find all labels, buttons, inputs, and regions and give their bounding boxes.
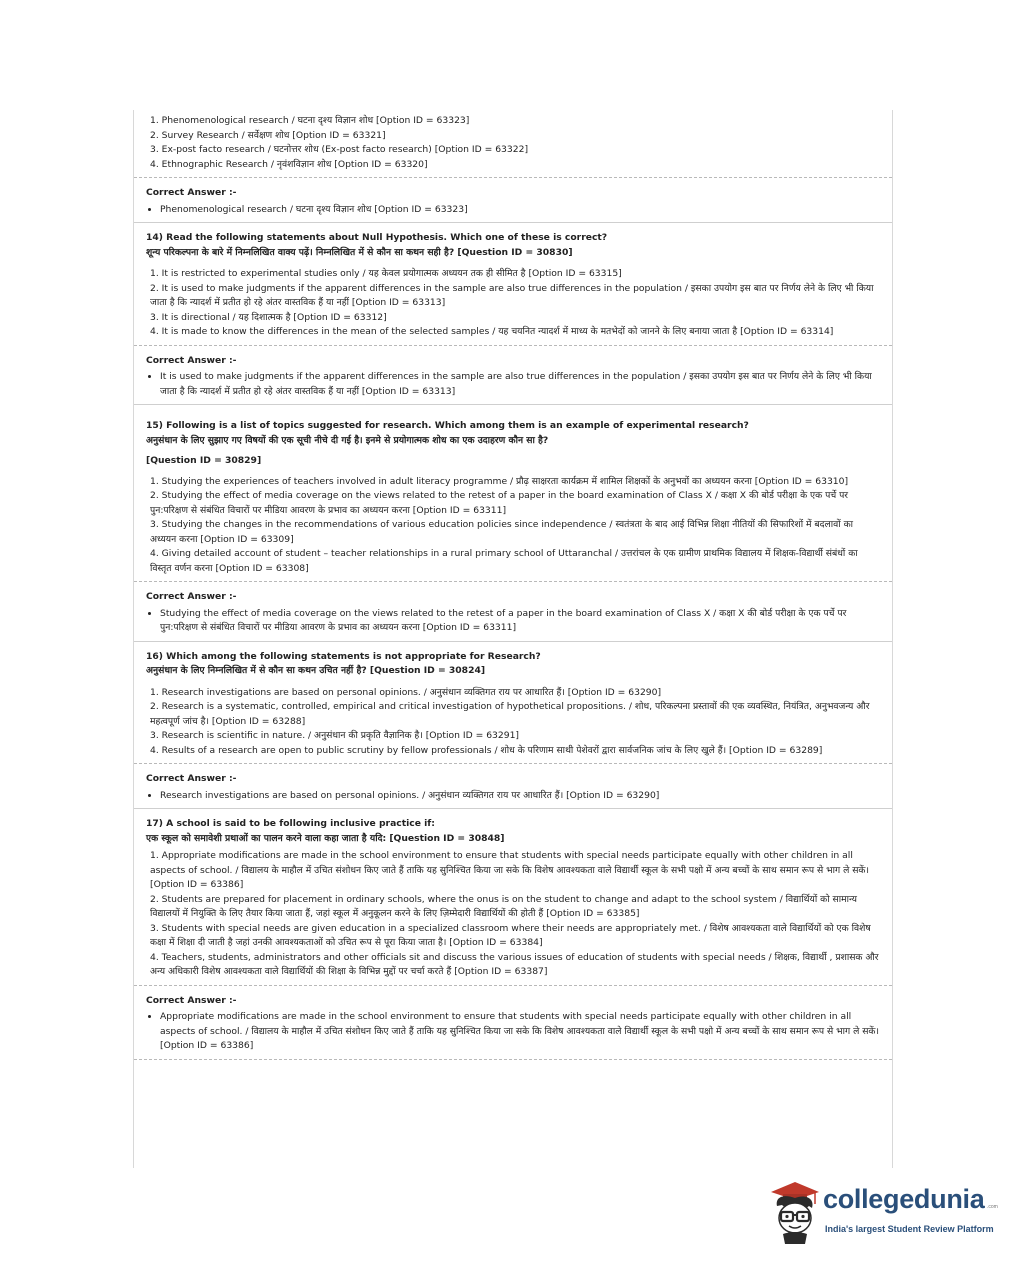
q17-block (146, 817, 880, 1054)
logo-tagline: India's largest Student Review Platform (825, 1224, 994, 1234)
q15-options (146, 475, 880, 577)
divider (134, 581, 892, 582)
q15-option-2: 2. Studying the effect of media coverage on the views related to the retest of a paper in the board examination of Class X / कक्षा X की बोर्ड परीक्षा के एक पर्चे पर पुन:परिक्षण से संबंधित विचारों पर मीडिया आवरण के प्रभाव का अध्ययन करना [Option ID = 63311] (150, 490, 849, 516)
q14-correct-answer-label: Correct Answer :- (146, 354, 237, 366)
q15-question-hi: अनुसंधान के लिए सुझाए गए विषयों की एक सूची नीचे दी गई है। इनमे से प्रयोगात्मक शोध का एक उदाहरण कौन सा है? (146, 434, 549, 446)
q15-correct-answer-label: Correct Answer :- (146, 591, 237, 602)
q16-option-2: 2. Research is a systematic, controlled, empirical and critical investigation of hypothetical propositions. / शोध, परिकल्पना प्रस्तावों की एक व्यवस्थित, नियंत्रित, अनुभवजन्य और महत्वपूर्ण जांच है। [Option ID = 63288] (150, 701, 870, 727)
q15-answer: • Studying the effect of media coverage on the views related to the retest of a paper in the board examination of Class X / कक्षा X की बोर्ड परीक्षा के एक पर्चे पर पुन:परिक्षण से संबंधित विचारों पर मीडिया आवरण के प्रभाव का अध्ययन करना [Option ID = 63311] (160, 607, 880, 636)
q15-option-1: 1. Studying the experiences of teachers involved in adult literacy programme / प्रौढ़ साक्षरता कार्यक्रम में शामिल शिक्षकों के अनुभवों का अध्ययन करना [Option ID = 63310] (150, 475, 849, 487)
divider (134, 985, 892, 986)
q13-option-2: 2. Survey Research / सर्वेक्षण शोध [Option ID = 63321] (150, 129, 386, 141)
divider (134, 345, 892, 346)
exam-sheet (133, 110, 893, 1168)
q13-answer: • Phenomenological research / घटना दृश्य विज्ञान शोध [Option ID = 63323] (160, 203, 880, 218)
q13-correct-answer-label: Correct Answer :- (146, 187, 237, 198)
q17-option-1: 1. Appropriate modifications are made in the school environment to ensure that students with special needs participate equally with other children in all aspects of school. / विद्यालय के माहौल में उचित संशोधन किए जाते हैं ताकि यह सुनिश्चित किया जा सके कि विशेष आवश्यकता वाले विद्यार्थी स्कूल के सभी पक्षो में अन्य बच्चों के साथ समान रूप से भाग ले सकें। [Option ID = 63386] (150, 850, 869, 890)
q17-question-hi: एक स्कूल को समावेशी प्रथाओं का पालन करने वाला कहा जाता है यदि: [Question ID = 30848] (146, 832, 505, 844)
q14-option-3: 3. It is directional / यह दिशात्मक है [Option ID = 63312] (150, 311, 387, 323)
q13-option-3: 3. Ex-post facto research / घटनोत्तर शोध (Ex-post facto research) [Option ID = 63322] (150, 144, 529, 155)
divider (134, 641, 892, 642)
divider (134, 222, 892, 223)
q16-options (146, 686, 880, 759)
q16-option-1: 1. Research investigations are based on personal opinions. / अनुसंधान व्यक्तिगत राय पर आधारित हैं। [Option ID = 63290] (150, 686, 662, 698)
q16-question-hi: अनुसंधान के लिए निम्नलिखित में से कौन सा कथन उचित नहीं है? [Question ID = 30824] (146, 665, 486, 676)
q17-option-4: 4. Teachers, students, administrators and other officials sit and discuss the various issues of education of students with special needs / शिक्षक, विद्यार्थी , प्रशासक और अन्य अधिकारी विशेष आवश्यकता वाले विद्यार्थियों की शिक्षा के विभिन्न मुद्दों पर चर्चा करते हैं [Option ID = 63387] (150, 951, 879, 977)
q15-block (146, 419, 880, 636)
q17-options (146, 849, 880, 980)
q15-question-en: 15) Following is a list of topics suggested for research. Which among them is an example of experimental research? (146, 420, 749, 431)
q16-block (146, 650, 880, 804)
q13-option-1: 1. Phenomenological research / घटना दृश्य विज्ञान शोध [Option ID = 63323] (150, 115, 470, 126)
q15-question-id: [Question ID = 30829] (146, 455, 262, 466)
q16-question-en: 16) Which among the following statements is not appropriate for Research? (146, 650, 541, 662)
student-mascot-icon (765, 1178, 821, 1248)
q15-option-3: 3. Studying the changes in the recommendations of various education policies since independence / स्वतंत्रता के बाद आई विभिन्न शिक्षा नीतियों की सिफारिशों में बदलावों का अध्ययन करना [Option ID = 63309] (150, 519, 854, 545)
divider (134, 177, 892, 178)
divider (134, 404, 892, 405)
divider (134, 763, 892, 764)
q17-answer-list (146, 1010, 880, 1054)
q16-answer-list (146, 789, 880, 804)
logo-domain-suffix: .com (987, 1204, 998, 1210)
divider (134, 1059, 892, 1060)
q17-option-3: 3. Students with special needs are given education in a specialized classroom where their needs are appropriately met. / विशेष आवश्यकता वाले विद्यार्थियों को एक विशेष कक्षा में शिक्षा दी जाती है जहां उनकी आवश्यकताओं को उचित रूप से पूरा किया जाता है। [Option ID = 63384] (150, 922, 871, 948)
q17-option-2: 2. Students are prepared for placement in ordinary schools, where the onus is on the student to change and adapt to the school system / विद्यार्थियों को सामान्य विद्यालयों में नियुक्ति के लिए तैयार किया जाता हैं, जहां स्कूल में अनुकूलन करने के लिए ज़िम्मेदारी विद्यार्थियों की होती हैं [Option ID = 63385] (150, 893, 858, 919)
q13-options (146, 114, 880, 172)
q14-answer: • It is used to make judgments if the apparent differences in the sample are also true differences in the population / इसका उपयोग इस बात पर निर्णय लेने के लिए भी किया जाता है कि न्यादर्श में प्रतीत हो रहे अंतर वास्तविक हैं या नहीं [Option ID = 63313] (160, 370, 880, 399)
q16-answer: • Research investigations are based on personal opinions. / अनुसंधान व्यक्तिगत राय पर आधारित हैं। [Option ID = 63290] (160, 789, 880, 804)
q14-option-4: 4. It is made to know the differences in the mean of the selected samples / यह चयनित न्यादर्श में माध्य के मतभेदों को जानने के लिए बनाया जाता है [Option ID = 63314] (150, 326, 834, 337)
q14-block (146, 231, 880, 399)
q14-question-hi: शून्य परिकल्पना के बारे में निम्नलिखित वाक्य पढ़ें। निम्नलिखित में से कौन सा कथन सही है? [Question ID = 30830] (146, 246, 573, 258)
divider (134, 808, 892, 809)
q13-answer-list (146, 203, 880, 218)
q16-correct-answer-label: Correct Answer :- (146, 773, 237, 784)
q16-option-3: 3. Research is scientific in nature. / अनुसंधान की प्रकृति वैज्ञानिक है। [Option ID = 63291] (150, 730, 520, 741)
q14-option-1: 1. It is restricted to experimental studies only / यह केवल प्रयोगात्मक अध्ययन तक ही सीमित है [Option ID = 63315] (150, 268, 622, 279)
q14-answer-list (146, 370, 880, 399)
q15-answer-list (146, 607, 880, 636)
q15-option-4: 4. Giving detailed account of student – teacher relationships in a rural primary school of Uttaranchal / उत्तरांचल के एक ग्रामीण प्राथमिक विद्यालय में शिक्षक-विद्यार्थी संबंधों का विस्तृत वर्णन करना [Option ID = 63308] (150, 548, 858, 574)
collegedunia-logo (765, 1178, 1000, 1250)
q14-options (146, 267, 880, 340)
q16-option-4: 4. Results of a research are open to public scrutiny by fellow professionals / शोध के परिणाम साथी पेशेवरों द्वारा सार्वजनिक जांच के लिए खुले हैं। [Option ID = 63289] (150, 744, 823, 756)
q17-answer: • Appropriate modifications are made in the school environment to ensure that students with special needs participate equally with other children in all aspects of school. / विद्यालय के माहौल में उचित संशोधन किए जाते हैं ताकि यह सुनिश्चित किया जा सके कि विशेष आवश्यकता वाले विद्यार्थी स्कूल के सभी पक्षो में अन्य बच्चों के साथ समान रूप से भाग ले सकें। [Option ID = 63386] (160, 1010, 880, 1054)
q13-option-4: 4. Ethnographic Research / नृवंशविज्ञान शोध [Option ID = 63320] (150, 158, 428, 170)
q14-question-en: 14) Read the following statements about Null Hypothesis. Which one of these is correct? (146, 232, 608, 243)
q17-question-en: 17) A school is said to be following inclusive practice if: (146, 818, 435, 829)
q17-correct-answer-label: Correct Answer :- (146, 994, 237, 1006)
q14-option-2: 2. It is used to make judgments if the apparent differences in the sample are also true differences in the population / इसका उपयोग इस बात पर निर्णय लेने के लिए भी किया जाता है कि न्यादर्श में प्रतीत हो रहे अंतर वास्तविक हैं या नहीं [Option ID = 63313] (150, 282, 874, 308)
logo-wordmark: collegedunia (823, 1184, 985, 1214)
